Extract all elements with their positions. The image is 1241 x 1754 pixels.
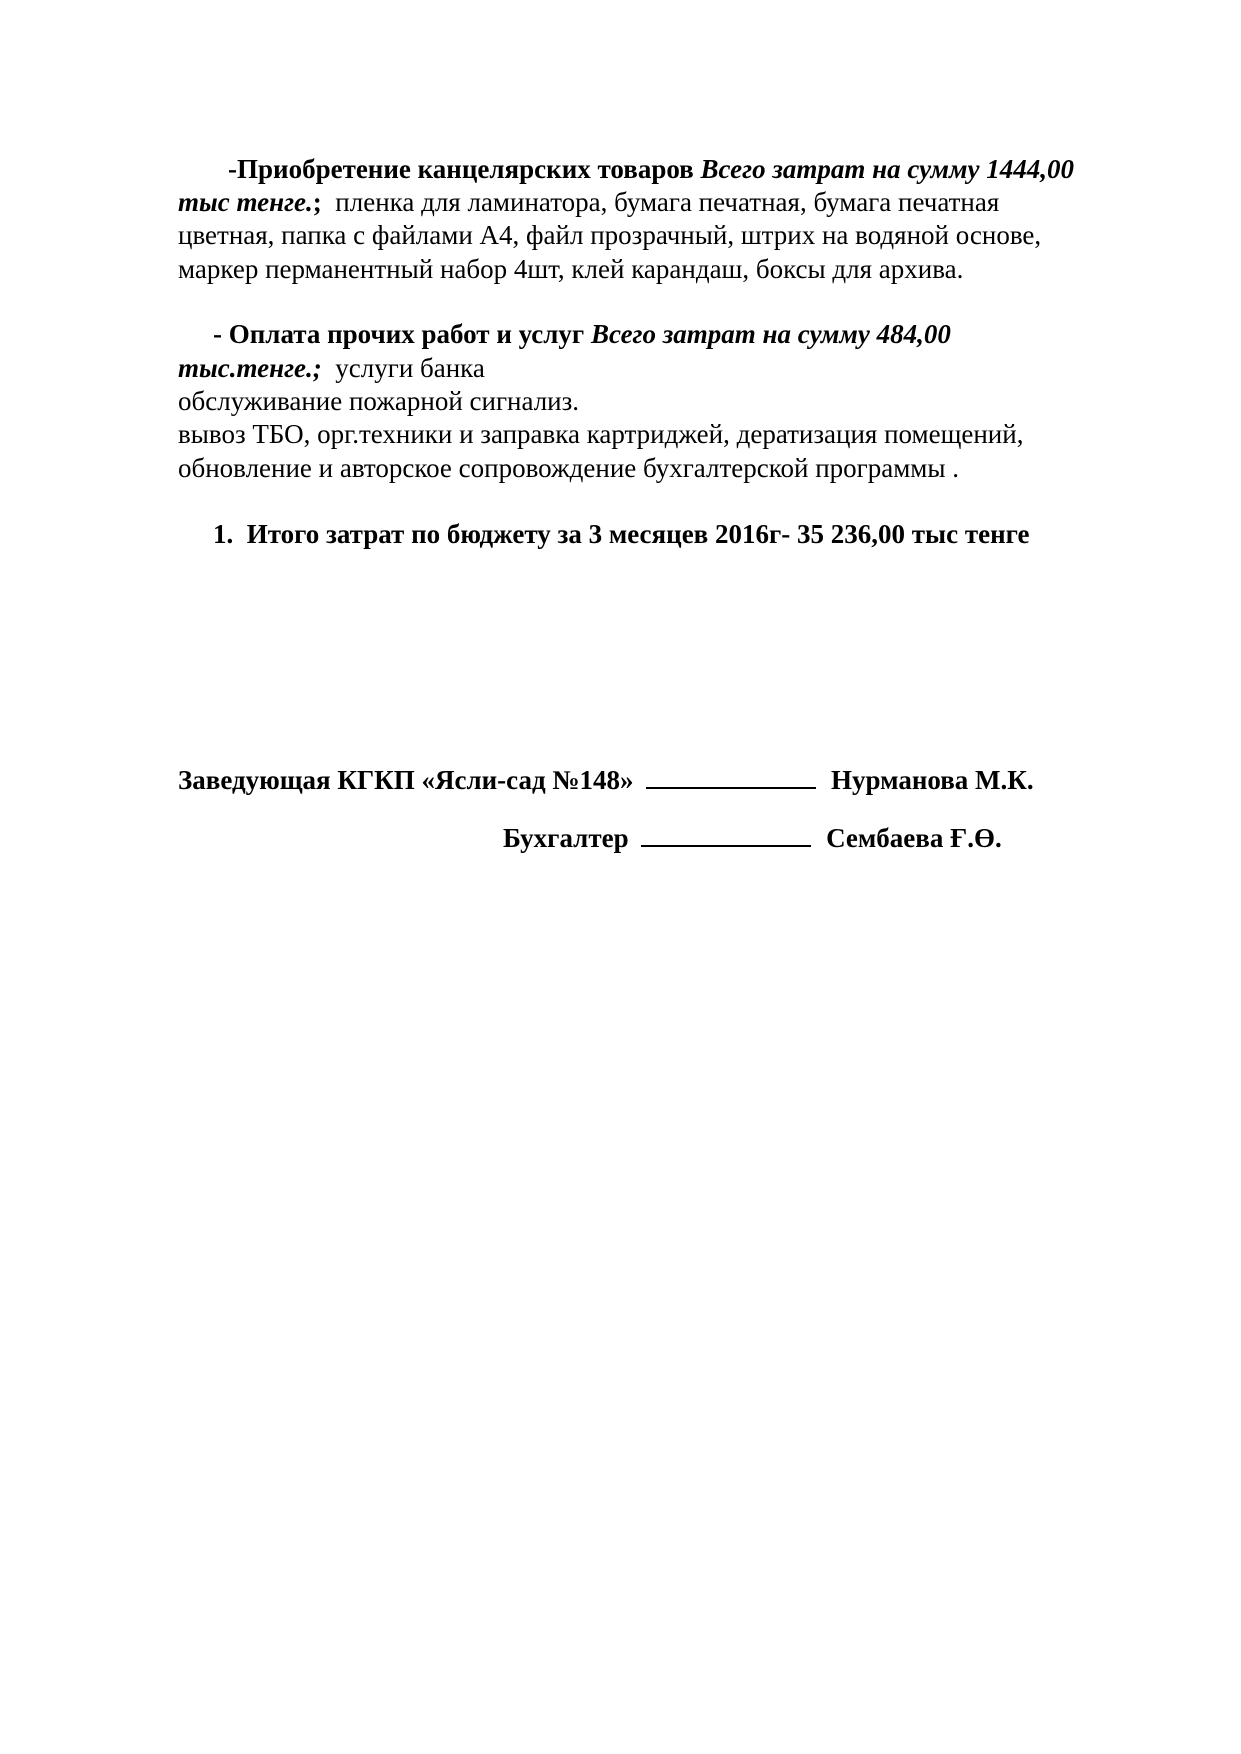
section2-line2 [178,352,485,385]
accountant-signature-blank [641,823,811,847]
director-signature-blank [646,765,816,789]
accountant-title: Бухгалтер [503,823,629,853]
section1-items-line1: пленка для ламинатора, бумага печатная, бумага печатная [335,187,1000,217]
accountant-name: Сембаева Ғ.Ө. [826,823,1002,853]
section1-heading: -Приобретение канцелярских товаров [228,154,694,184]
summary-text: Итого затрат по бюджету за 3 месяцев 2016г- 35 236,00 тыс тенге [246,519,1030,549]
section2-heading: - Оплата прочих работ и услуг [213,319,585,349]
accountant-signature-line [503,822,1002,855]
section1-line2 [178,186,999,219]
section2-total-label: Всего затрат на сумму 484,00 [590,319,951,349]
section2-items-line2: обслуживание пожарной сигнализ. [178,386,580,416]
director-name: Нурманова М.К. [831,765,1034,795]
section2-items-line4: обновление и авторское сопровождение бухгалтерской программы . [178,453,960,483]
section2-total-unit: тыс.тенге.; [178,353,322,383]
summary-line [213,518,1030,551]
section2-items-line3: вывоз ТБО, орг.техники и заправка картриджей, дератизация помещений, [178,419,1024,449]
section1-items-line2: цветная, папка с файлами А4, файл прозрачный, штрих на водяной основе, [178,220,1042,250]
section1-total-label: Всего затрат на сумму 1444,00 [700,154,1074,184]
section1-items-line3: маркер перманентный набор 4шт, клей карандаш, боксы для архива. [178,254,964,284]
section2-items-line1: услуги банка [335,353,485,383]
section1-total-unit: тыс тенге. [178,187,313,217]
director-signature-line [178,764,1034,797]
section1-separator: ; [312,187,322,217]
summary-number: 1. [213,519,234,549]
section1-header-line [228,153,1074,186]
section2-header-line [213,318,951,351]
director-title: Заведующая КГКП «Ясли-сад №148» [178,765,634,795]
